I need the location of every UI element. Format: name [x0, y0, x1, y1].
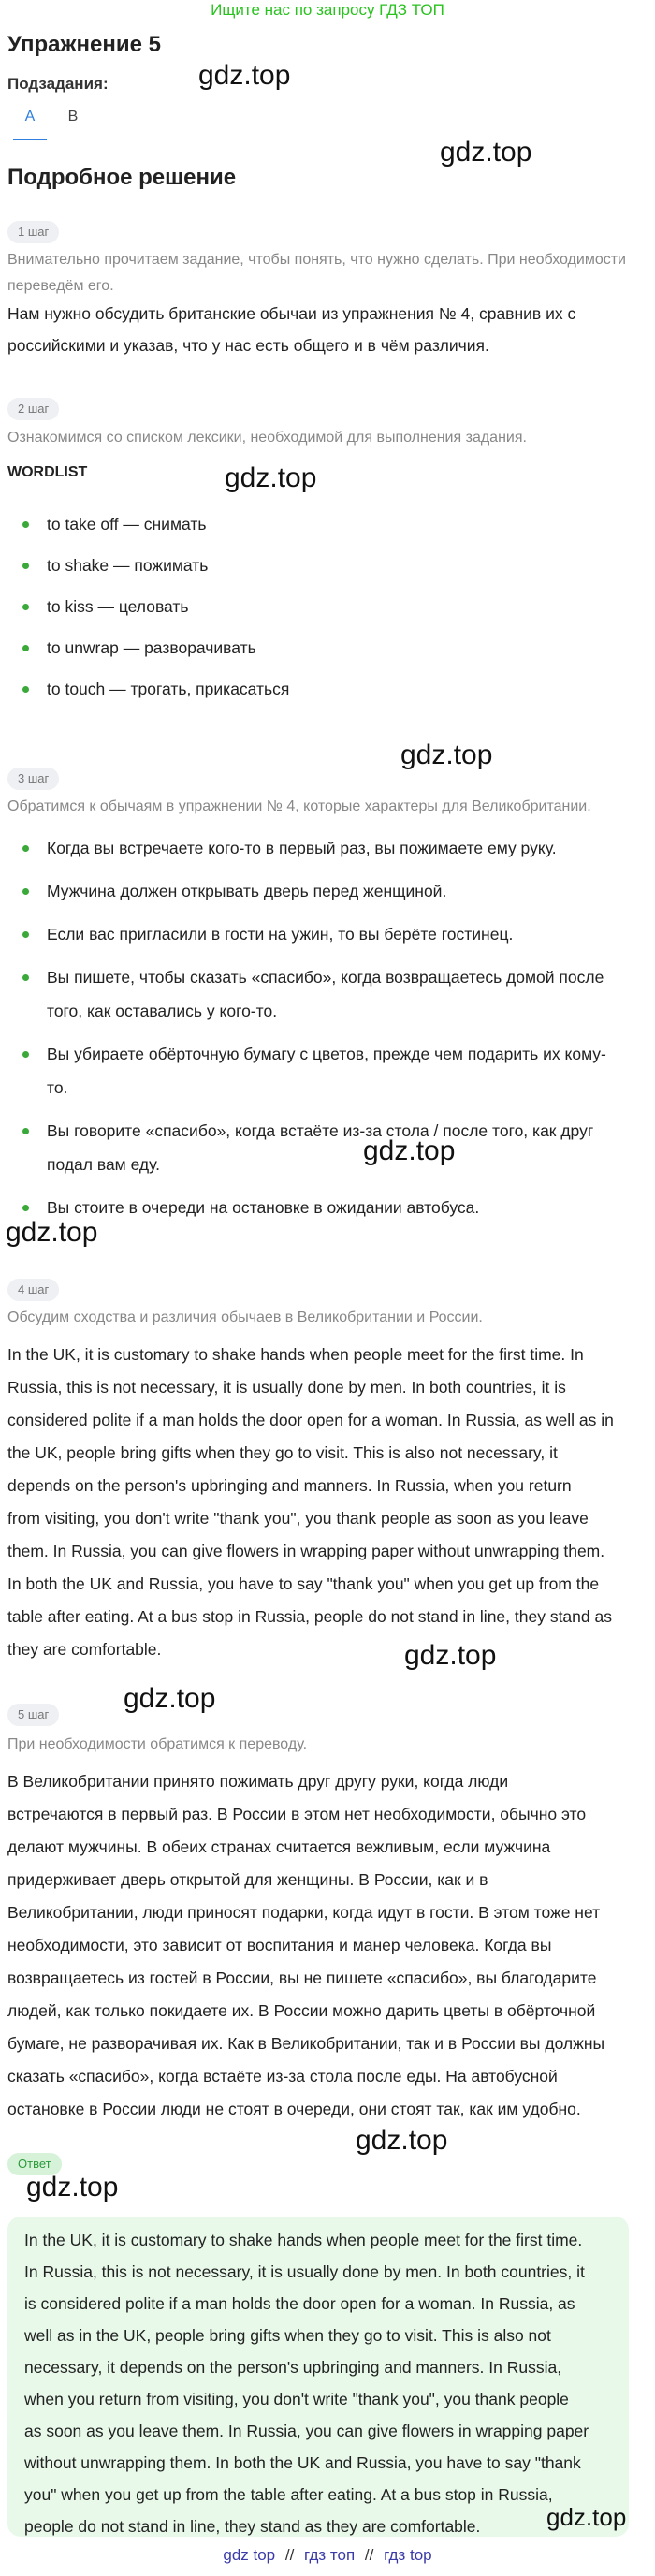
footer-link[interactable]: гдз top — [384, 2546, 432, 2564]
step-5-text-line: возвращаетесь из гостей в России, вы не пишете «спасибо», вы благодарите — [7, 1969, 597, 1987]
top-banner[interactable]: Ищите нас по запросу ГДЗ ТОП — [211, 1, 444, 19]
list-item — [7, 960, 644, 1028]
step-1-instruction — [7, 247, 644, 300]
step-5-text-line: встречаются в первый раз. В России в этом нет необходимости, обычно это — [7, 1805, 587, 1823]
watermark: gdz.top — [356, 2125, 448, 2156]
step-1-text — [7, 298, 644, 361]
step-1-instruction-line: переведём его. — [7, 278, 114, 294]
step-5-text-line: бумаге, не разворачивая их. Как в Великобритании, так и в России вы должны — [7, 2034, 605, 2053]
step-4-text-line: they are comfortable. — [7, 1640, 162, 1659]
step-1-text-line: Нам нужно обсудить британские обычаи из упражнения № 4, сравнив их с — [7, 304, 576, 323]
answer-text-line: you" when you get up from the table after eating. At a bus stop in Russia, — [24, 2485, 553, 2504]
step-1-instruction-line: Внимательно прочитаем задание, чтобы понять, что нужно сделать. При необходимости — [7, 252, 626, 268]
answer-text-line: people do not stand in line, they stand as they are comfortable. — [24, 2517, 481, 2536]
list-item: to unwrap — разворачивать — [7, 631, 644, 665]
answer-text — [24, 2224, 623, 2542]
tab-a[interactable]: A — [13, 105, 47, 140]
watermark: gdz.top — [6, 1217, 98, 1248]
footer-link[interactable]: gdz top — [223, 2546, 276, 2564]
list-item-line: то. — [47, 1078, 68, 1097]
answer-text-line: necessary, it depends on the person's upbringing and manners. In Russia, — [24, 2358, 562, 2377]
step-1-badge: 1 шаг — [7, 221, 59, 243]
solution-title: Подробное решение — [7, 165, 237, 190]
list-item — [7, 831, 644, 865]
step-1-text-line: российскими и указав, что у нас есть общего и в чём различия. — [7, 336, 489, 355]
watermark: gdz.top — [400, 739, 493, 770]
watermark: gdz.top — [546, 2503, 627, 2531]
step-4-text-line: depends on the person's upbringing and manners. In Russia, when you return — [7, 1476, 572, 1495]
list-item — [7, 1114, 644, 1181]
answer-text-line: is considered polite if a man holds the door open for a woman. In Russia, as — [24, 2294, 575, 2313]
list-item — [7, 874, 644, 908]
footer-link[interactable]: гдз топ — [304, 2546, 356, 2564]
step-5-text-line: В Великобритании принято пожимать друг другу руки, когда люди — [7, 1772, 509, 1791]
step-5-text-line: сказать «спасибо», когда встаёте из-за стола после еды. На автобусной — [7, 2067, 558, 2086]
footer-separator: // — [364, 2546, 374, 2564]
watermark: gdz.top — [26, 2172, 119, 2203]
answer-text-line: In Russia, this is not necessary, it is usually done by men. In both countries, it — [24, 2262, 585, 2281]
answer-text-line: without unwrapping them. In both the UK and Russia, you have to say "thank — [24, 2453, 581, 2472]
step-3-instruction: Обратимся к обычаям в упражнении № 4, которые характеры для Великобритании. — [7, 798, 591, 814]
step-4-text-line: from visiting, you don't write "thank you", you thank people as soon as you leave — [7, 1509, 589, 1528]
step-5-text-line: придерживает дверь открытой для женщины. В России, как и в — [7, 1870, 488, 1889]
list-item-line: подал вам еду. — [47, 1155, 160, 1174]
watermark: gdz.top — [198, 60, 291, 91]
watermark: gdz.top — [440, 137, 532, 168]
watermark: gdz.top — [363, 1135, 456, 1166]
answer-text-line: when you return from visiting, you don't write "thank you", you thank people — [24, 2390, 569, 2408]
list-item: to kiss — целовать — [7, 590, 644, 623]
subtask-tabs — [7, 105, 101, 139]
watermark: gdz.top — [124, 1683, 216, 1714]
step-5-badge: 5 шаг — [7, 1704, 59, 1726]
list-item: to take off — снимать — [7, 507, 644, 541]
list-item-line: Вы убираете обёрточную бумагу с цветов, прежде чем подарить их кому- — [47, 1045, 606, 1063]
list-item-line: Вы говорите «спасибо», когда встаёте из-за стола / после того, как друг — [47, 1121, 594, 1140]
step-4-text-line: Russia, this is not necessary, it is usually done by men. In both countries, it is — [7, 1378, 566, 1397]
list-item — [7, 1191, 644, 1224]
answer-text-line: well as in the UK, people bring gifts when they go to visit. This is also not — [24, 2326, 551, 2345]
step-3-badge: 3 шаг — [7, 768, 59, 790]
watermark: gdz.top — [225, 462, 317, 493]
list-item-line: Если вас пригласили в гости на ужин, то вы берёте гостинец. — [47, 925, 514, 944]
step-5-instruction: При необходимости обратимся к переводу. — [7, 1736, 308, 1752]
list-item-line: Вы пишете, чтобы сказать «спасибо», когда возвращаетесь домой после — [47, 968, 604, 987]
step-4-text-line: the UK, people bring gifts when they go to visit. This is also not necessary, it — [7, 1443, 558, 1462]
exercise-title: Упражнение 5 — [7, 32, 161, 57]
step-5-text — [7, 1765, 644, 2126]
step-4-text-line: table after eating. At a bus stop in Russia, people do not stand in line, they stand as — [7, 1607, 612, 1626]
list-item — [7, 917, 644, 951]
list-item: to shake — пожимать — [7, 549, 644, 582]
step-4-instruction: Обсудим сходства и различия обычаев в Великобритании и России. — [7, 1310, 483, 1325]
subtasks-label: Подзадания: — [7, 75, 109, 93]
step-5-text-line: делают мужчины. В обеих странах считается вежливым, если мужчина — [7, 1837, 551, 1856]
list-item: to touch — трогать, прикасаться — [7, 672, 644, 706]
list-item-line: того, как оставались у кого-то. — [47, 1002, 278, 1020]
list-item — [7, 1037, 644, 1105]
step-4-text-line: them. In Russia, you can give flowers in wrapping paper without unwrapping them. — [7, 1542, 605, 1560]
tab-b[interactable]: B — [67, 109, 79, 124]
step-4-text — [7, 1339, 644, 1666]
wordlist-label: WORDLIST — [7, 464, 88, 480]
step-4-badge: 4 шаг — [7, 1279, 59, 1301]
step-4-text-line: In both the UK and Russia, you have to say "thank you" when you get up from the — [7, 1574, 600, 1593]
footer-separator: // — [284, 2546, 295, 2564]
customs-list — [7, 831, 644, 1224]
step-4-text-line: considered polite if a man holds the door open for a woman. In Russia, as well as in — [7, 1411, 614, 1429]
watermark: gdz.top — [404, 1640, 497, 1671]
step-2-instruction: Ознакомимся со списком лексики, необходимой для выполнения задания. — [7, 430, 527, 446]
list-item-line: Когда вы встречаете кого-то в первый раз, вы пожимаете ему руку. — [47, 839, 557, 857]
answer-text-line: In the UK, it is customary to shake hands when people meet for the first time. — [24, 2231, 583, 2249]
footer-links — [0, 2544, 655, 2567]
list-item-line: Мужчина должен открывать дверь перед женщиной. — [47, 882, 447, 900]
step-4-text-line: In the UK, it is customary to shake hands when people meet for the first time. In — [7, 1345, 584, 1364]
step-5-text-line: необходимости, это зависит от воспитания и манер человека. Когда вы — [7, 1936, 552, 1954]
answer-text-line: as soon as you leave them. In Russia, you can give flowers in wrapping paper — [24, 2422, 590, 2440]
answer-badge: Ответ — [7, 2153, 62, 2175]
step-5-text-line: Великобритании, люди приносят подарки, когда идут в гости. В этом тоже нет — [7, 1903, 601, 1922]
list-item-line: Вы стоите в очереди на остановке в ожидании автобуса. — [47, 1198, 480, 1217]
step-5-text-line: людей, как только покидаете их. В России можно дарить цветы в обёрточной — [7, 2001, 596, 2020]
step-2-badge: 2 шаг — [7, 398, 59, 420]
wordlist — [7, 507, 644, 706]
step-5-text-line: остановке в России люди не стоят в очереди, они стоят так, как им удобно. — [7, 2100, 581, 2118]
